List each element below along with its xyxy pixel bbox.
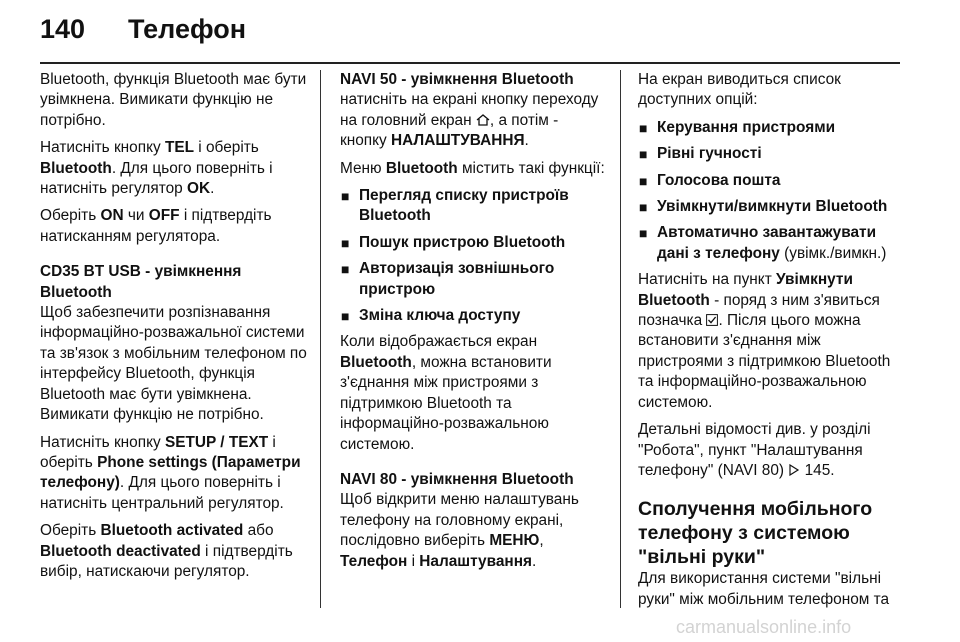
paragraph: Щоб забезпечити розпізнавання інформаційно-розважальної системи та зв'язок з мобільним телефоном по інтерфейсу Bluetooth, функція Bluetooth має бути увімкнена. Вимикати функцію не потрібно.	[40, 304, 307, 424]
paragraph: Bluetooth, функція Bluetooth має бути увімкнена. Вимикати функцію не потрібно.	[40, 71, 307, 129]
arrow-icon	[788, 462, 800, 474]
paragraph: Для використання системи "вільні руки" між мобільним телефоном та	[638, 570, 890, 608]
column-divider	[320, 70, 321, 608]
paragraph: Коли відображається екран Bluetooth, можна встановити з'єднання між пристроями з підтримкою Bluetooth та інформаційно-розважальною системою.	[340, 333, 552, 453]
bullet-list	[638, 118, 906, 264]
list-item: ■ Увімкнути/вимкнути Bluetooth	[639, 198, 888, 216]
home-icon	[476, 112, 490, 124]
paragraph: Оберіть Bluetooth activated або Bluetooth deactivated і підтвердіть вибір, натискаючи регулятор.	[40, 522, 293, 580]
paragraph: Натисніть на пункт Увімкнути Bluetooth - поряд з ним з'явиться позначка . Після цього можна встановити з'єднання між пристроями з підтримкою Bluetooth та інформаційно-розважальною системою.	[638, 271, 891, 411]
page-number: 140	[40, 14, 86, 44]
paragraph: Меню Bluetooth містить такі функції:	[340, 159, 605, 177]
subheading-cd35: CD35 BT USB - увімкнення Bluetooth	[40, 263, 242, 301]
list-item: ■ Керування пристроями	[639, 118, 836, 136]
paragraph: Натисніть кнопку TEL і оберіть Bluetooth. Для цього поверніть і натисніть регулятор OK.	[40, 139, 273, 198]
heading-handsfree: Сполучення мобільного телефону з системою "вільні руки"	[638, 498, 873, 569]
column-divider	[620, 70, 621, 608]
list-item: ■ Зміна ключа доступу	[341, 307, 521, 325]
paragraph: Оберіть ON чи OFF і підтвердіть натисканням регулятора.	[40, 207, 272, 245]
column-2	[340, 70, 608, 608]
subheading-navi80: NAVI 80 - увімкнення Bluetooth	[340, 470, 574, 488]
column-1	[40, 70, 308, 608]
header-rule	[40, 62, 900, 64]
paragraph: Щоб відкрити меню налаштувань телефону на головному екрані, послідовно виберіть МЕНЮ, Телефон і Налаштування.	[340, 491, 579, 570]
watermark: carmanualsonline.info	[676, 617, 852, 637]
paragraph: Натисніть кнопку SETUP / TEXT і оберіть Phone settings (Параметри телефону). Для цього поверніть і натисніть центральний регулятор.	[40, 433, 301, 512]
list-item: ■ Голосова пошта	[639, 171, 781, 189]
paragraph: Детальні відомості див. у розділі "Робота", пункт "Налаштування телефону" (NAVI 80) 145.	[638, 421, 871, 479]
bullet-list	[340, 186, 608, 326]
list-item: ■ Пошук пристрою Bluetooth	[341, 233, 566, 251]
list-item: ■ Перегляд списку пристроїв Bluetooth	[341, 187, 569, 225]
list-item: ■ Авторизація зовнішнього пристрою	[341, 260, 555, 298]
list-item: ■ Рівні гучності	[639, 145, 762, 163]
section-title: Телефон	[128, 14, 247, 44]
paragraph: На екран виводиться список доступних опцій:	[638, 71, 841, 109]
paragraph: натисніть на екрані кнопку переходу на головний екран , а потім - кнопку НАЛАШТУВАННЯ.	[340, 91, 599, 150]
column-3	[638, 70, 906, 608]
list-item: ■ Автоматично завантажувати дані з телефону (увімк./вимкн.)	[639, 224, 887, 262]
subheading-navi50: NAVI 50 - увімкнення Bluetooth	[340, 71, 574, 88]
checkbox-icon	[706, 312, 718, 324]
